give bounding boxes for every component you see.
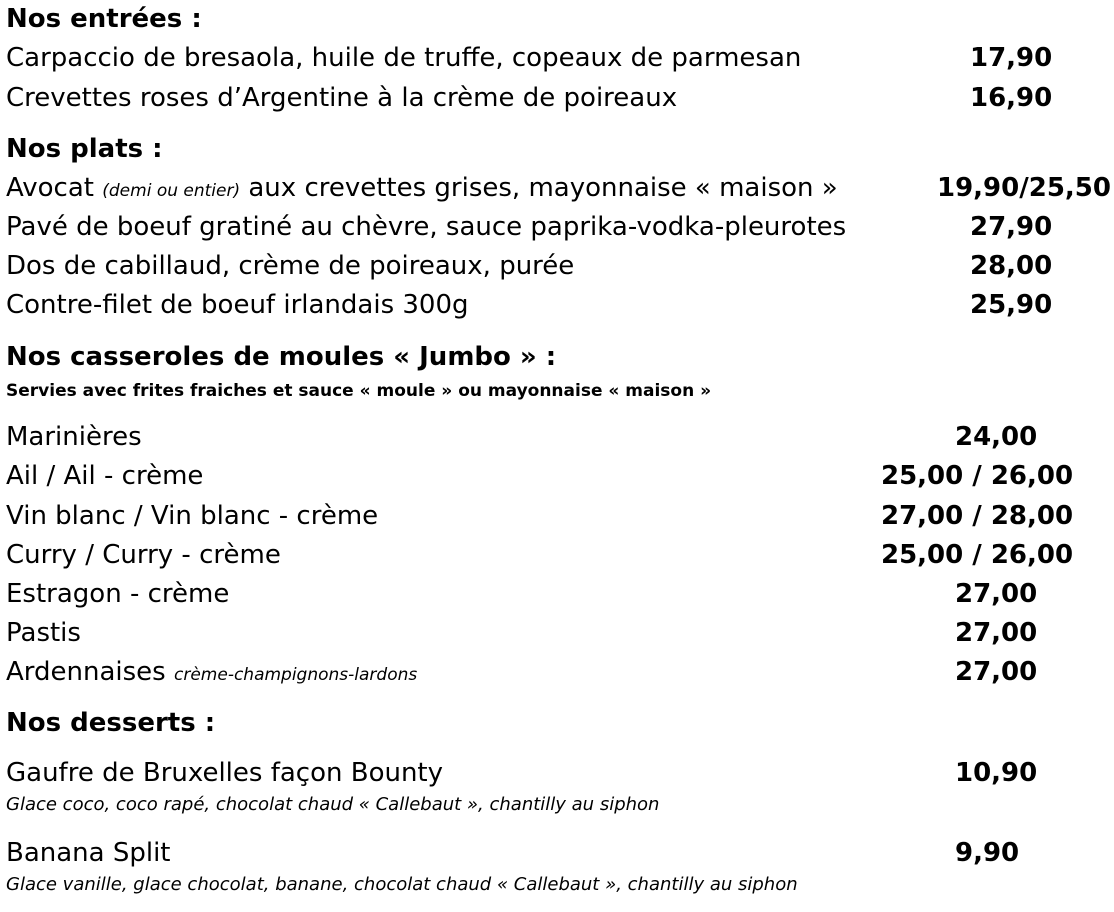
menu-item-name-note: (demi ou entier)	[102, 181, 241, 201]
menu-item-price: 27,00	[955, 618, 1038, 648]
menu-item-price: 9,90	[955, 838, 1020, 868]
menu-item-price: 16,90	[970, 83, 1053, 113]
menu-item-price: 10,90	[955, 758, 1038, 788]
menu-item-name: Vin blanc / Vin blanc - crème	[6, 501, 379, 531]
menu-item-name-start: Avocat	[6, 173, 94, 203]
menu-item-name: Pavé de boeuf gratiné au chèvre, sauce paprika-vodka-pleurotes	[6, 212, 847, 242]
menu-item-name-end: aux crevettes grises, mayonnaise « maison »	[248, 173, 838, 203]
menu-item-name	[6, 659, 417, 685]
menu-item-description: Glace coco, coco rapé, chocolat chaud « Callebaut », chantilly au siphon	[6, 794, 660, 815]
menu-item-name: Dos de cabillaud, crème de poireaux, purée	[6, 251, 575, 281]
menu-item-name: Estragon - crème	[6, 579, 230, 609]
menu-item-description: Glace vanille, glace chocolat, banane, chocolat chaud « Callebaut », chantilly au siphon	[6, 874, 798, 895]
menu-item-name: Crevettes roses d’Argentine à la crème de poireaux	[6, 83, 678, 113]
section-subtitle-moules: Servies avec frites fraiches et sauce « moule » ou mayonnaise « maison »	[6, 381, 712, 401]
menu-item-price: 25,00 / 26,00	[881, 461, 1074, 491]
menu-item-price: 17,90	[970, 43, 1053, 73]
menu-item-name: Carpaccio de bresaola, huile de truffe, copeaux de parmesan	[6, 43, 802, 73]
menu-item-price: 25,90	[970, 290, 1053, 320]
menu-item-price: 27,90	[970, 212, 1053, 242]
section-title-entrees: Nos entrées :	[6, 4, 202, 34]
section-title-plats: Nos plats :	[6, 134, 163, 164]
menu-item-name: Pastis	[6, 618, 81, 648]
menu-item-price: 27,00	[955, 657, 1038, 687]
menu-item-name: Banana Split	[6, 838, 171, 868]
menu-item-name: Gaufre de Bruxelles façon Bounty	[6, 758, 444, 788]
menu-item-name: Contre-filet de boeuf irlandais 300g	[6, 290, 469, 320]
menu-item-price: 25,00 / 26,00	[881, 540, 1074, 570]
menu-item-name: Ail / Ail - crème	[6, 461, 204, 491]
menu-item-name-start: Ardennaises	[6, 657, 166, 687]
menu-item-name: Marinières	[6, 422, 142, 452]
menu-item-price: 27,00	[955, 579, 1038, 609]
menu-item-name: Curry / Curry - crème	[6, 540, 281, 570]
section-title-moules: Nos casseroles de moules « Jumbo » :	[6, 342, 557, 372]
menu-item-price: 28,00	[970, 251, 1053, 281]
menu-item-price: 19,90/25,50	[937, 173, 1111, 203]
menu-item-name	[6, 175, 838, 201]
menu-item-price: 27,00 / 28,00	[881, 501, 1074, 531]
menu-item-name-note: crème-champignons-lardons	[174, 665, 418, 685]
section-title-desserts: Nos desserts :	[6, 708, 216, 738]
menu-item-price: 24,00	[955, 422, 1038, 452]
